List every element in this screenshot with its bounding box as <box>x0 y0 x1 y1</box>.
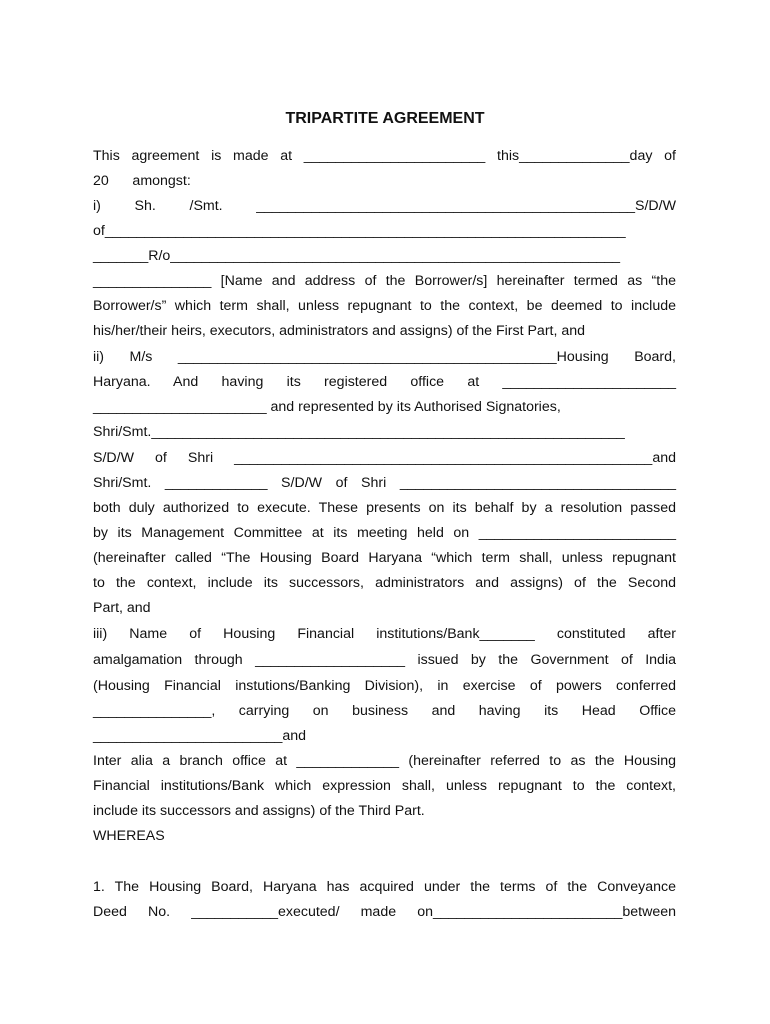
text-line: ______________________ and represented by its Authorised Signatories, <box>93 399 561 415</box>
text-line: WHEREAS <box>93 828 165 844</box>
text-line: Borrower/s” which term shall, unless repugnant to the context, be deemed to include <box>93 298 676 314</box>
text-line: ii) M/s ________________________________________________Housing Board, <box>93 349 676 365</box>
text-line: Part, and <box>93 600 151 616</box>
text-line: to the context, include its successors, administrators and assigns) of the Second <box>93 575 676 591</box>
text-line: ________________________and <box>93 728 307 744</box>
text-line: Shri/Smt.____________________________________________________________ <box>93 424 625 440</box>
text-line: Deed No. ___________executed/ made on________________________between <box>93 904 676 920</box>
text-line: iii) Name of Housing Financial institutions/Bank_______ constituted after <box>93 626 676 642</box>
text-line: Haryana. And having its registered office at ______________________ <box>93 374 676 390</box>
text-line: _______________, carrying on business and having its Head Office <box>93 703 676 719</box>
text-line: 1. The Housing Board, Haryana has acquired under the terms of the Conveyance <box>93 879 676 895</box>
text-line: by its Management Committee at its meeting held on _________________________ <box>93 525 676 541</box>
text-line: his/her/their heirs, executors, administrators and assigns) of the First Part, and <box>93 323 586 339</box>
document-title: TRIPARTITE AGREEMENT <box>285 110 485 127</box>
text-line: _______R/o_________________________________________________________ <box>93 248 621 264</box>
text-line: This agreement is made at _______________________ this______________day of <box>93 148 676 164</box>
text-line: amalgamation through ___________________ issued by the Government of India <box>93 652 676 668</box>
text-line: include its successors and assigns) of the Third Part. <box>93 803 425 819</box>
text-line: Shri/Smt. _____________ S/D/W of Shri ___________________________________ <box>93 475 676 491</box>
text-line: Inter alia a branch office at _____________ (hereinafter referred to as the Housing <box>93 753 676 769</box>
text-line: _______________ [Name and address of the Borrower/s] hereinafter termed as “the <box>93 273 676 289</box>
text-line: S/D/W of Shri _____________________________________________________and <box>93 450 676 466</box>
text-line: of__________________________________________________________________ <box>93 223 626 239</box>
text-line: Financial institutions/Bank which expression shall, unless repugnant to the context, <box>93 778 676 794</box>
text-line: both duly authorized to execute. These presents on its behalf by a resolution passed <box>93 500 676 516</box>
text-line: 20 amongst: <box>93 173 191 189</box>
text-line: (hereinafter called “The Housing Board Haryana “which term shall, unless repugnant <box>93 550 676 566</box>
text-line: (Housing Financial instutions/Banking Division), in exercise of powers conferred <box>93 678 676 694</box>
text-line: i) Sh. /Smt. ________________________________________________S/D/W <box>93 198 676 214</box>
